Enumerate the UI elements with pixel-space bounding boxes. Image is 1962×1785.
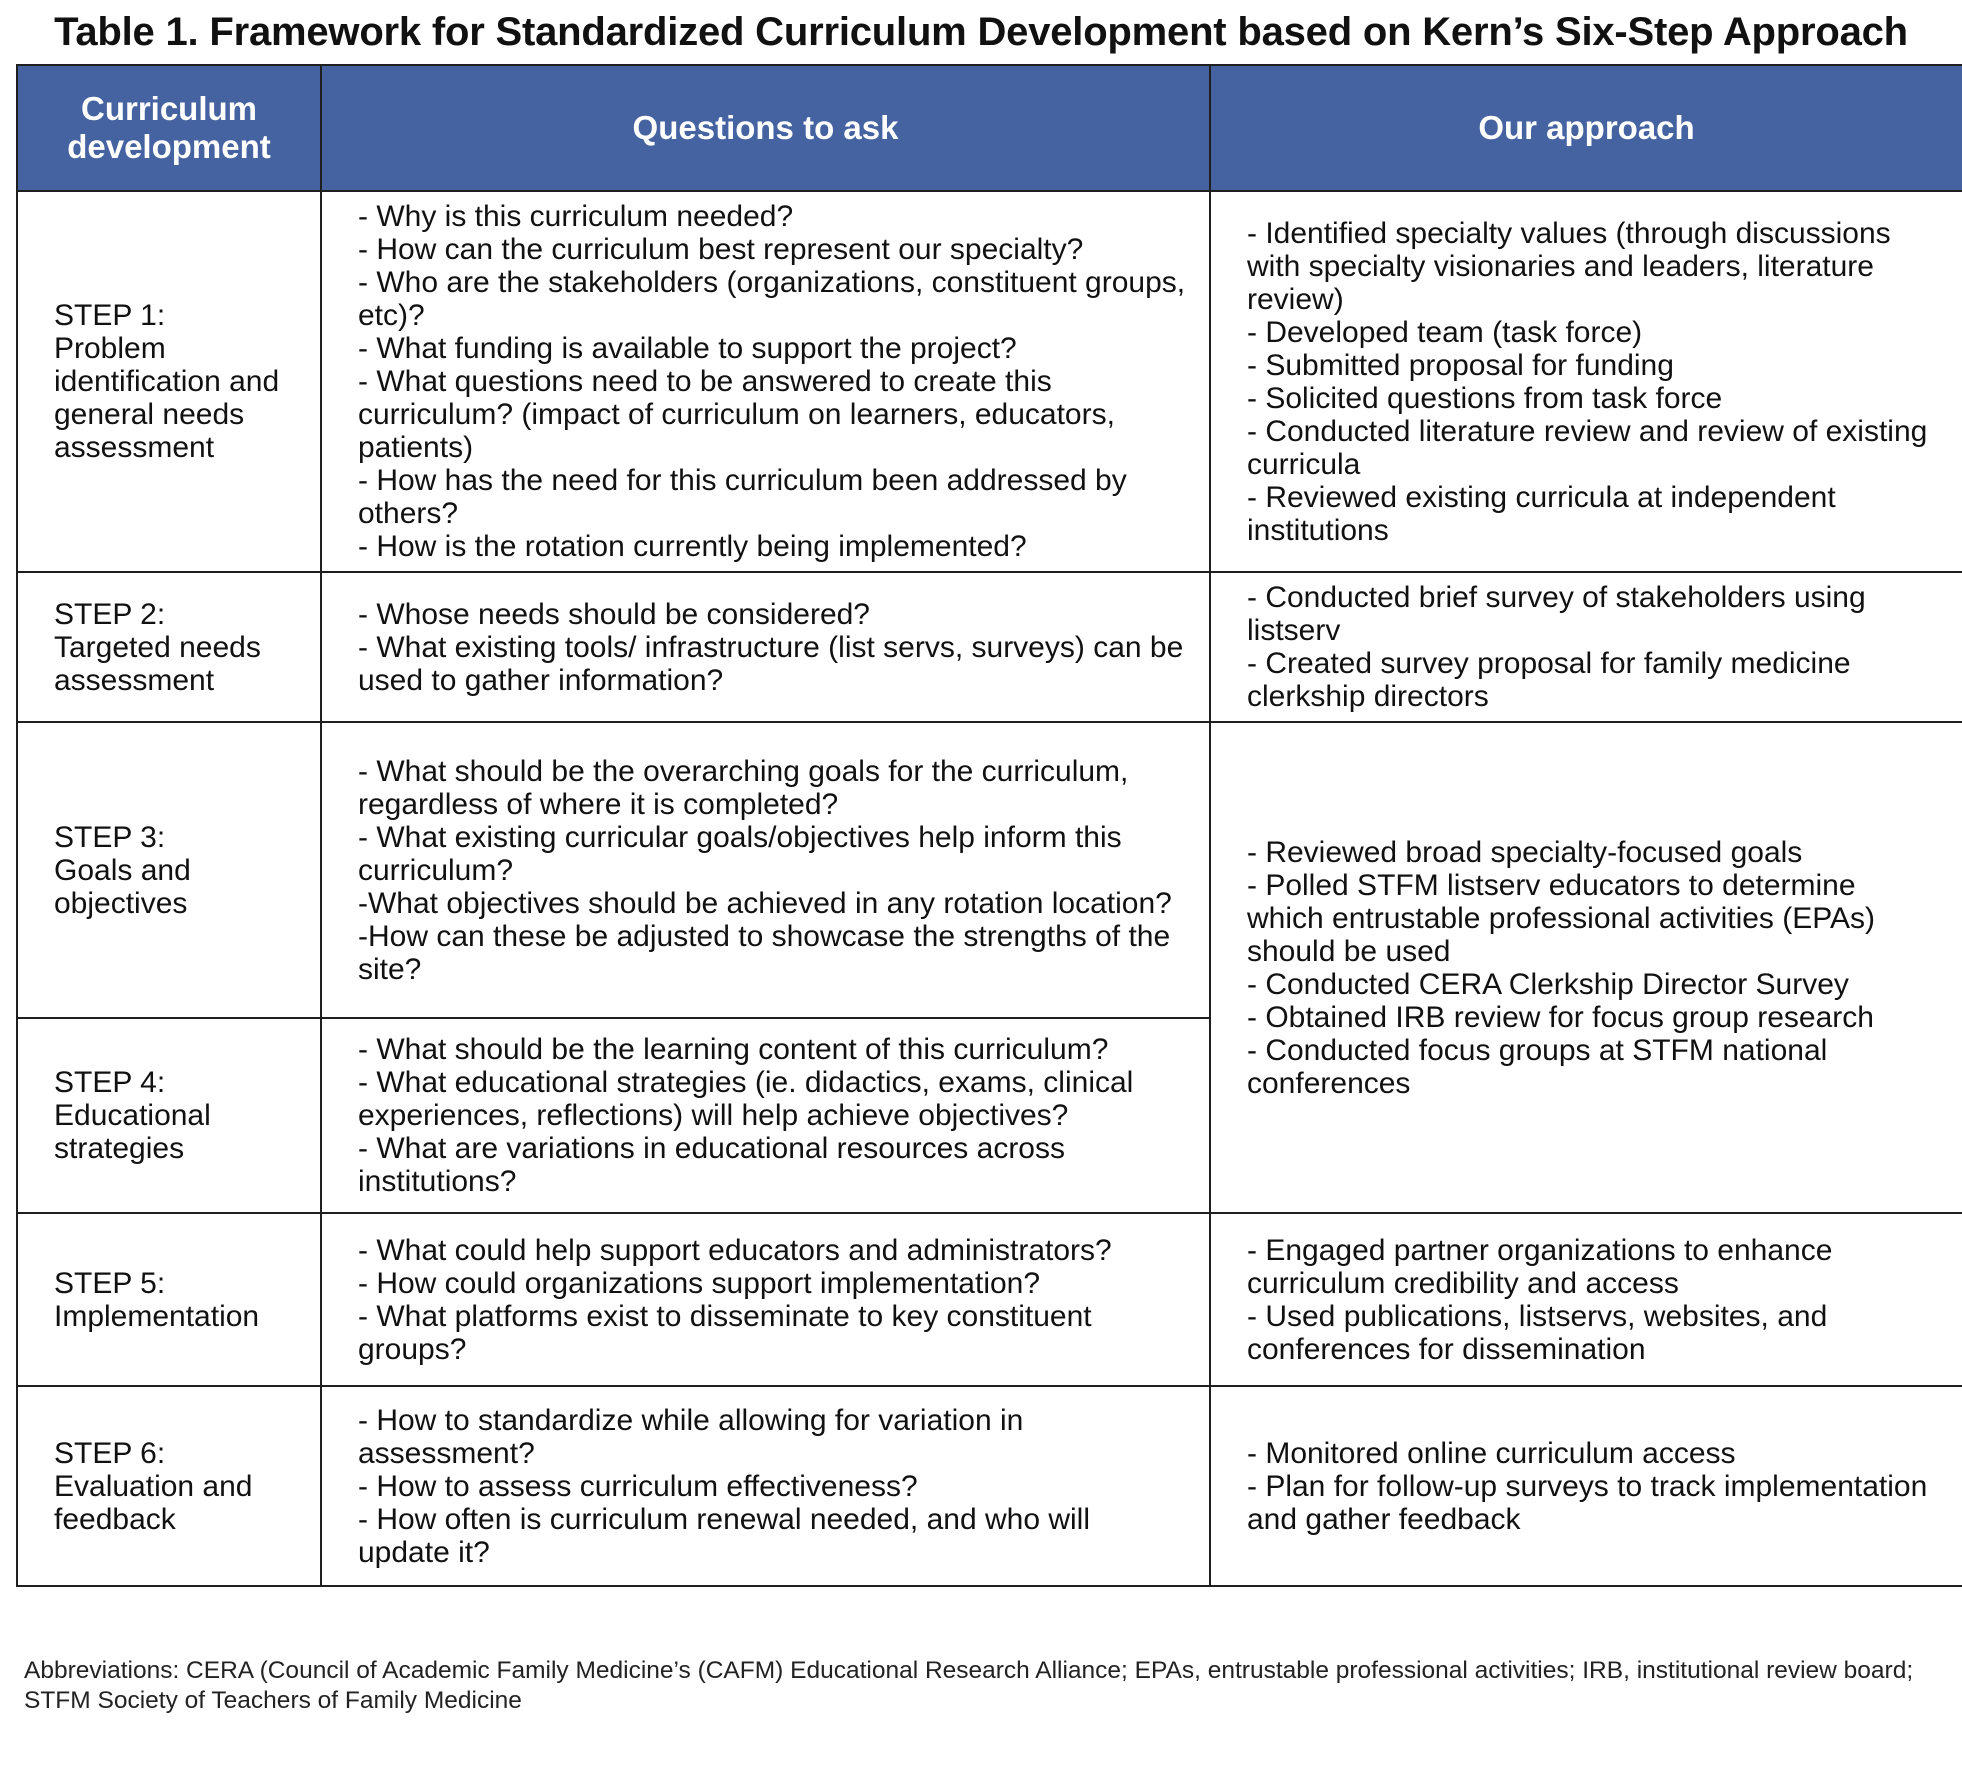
step-number: STEP 4:: [54, 1066, 166, 1099]
step-name: Evaluation and feedback: [54, 1469, 253, 1536]
table-row-step-1: [17, 191, 1962, 572]
questions-cell: [321, 1018, 1210, 1213]
step-name: Goals and objectives: [54, 853, 191, 920]
table-row-step-2: [17, 572, 1962, 722]
table-header-row: [17, 65, 1962, 191]
question-item: - What could help support educators and administrators?: [358, 1233, 1112, 1267]
approach-cell: [1210, 1386, 1962, 1586]
questions-cell: [321, 572, 1210, 722]
question-item: - What existing curricular goals/objectives help inform this curriculum?: [358, 820, 1122, 887]
approach-item: - Conducted focus groups at STFM national conferences: [1247, 1033, 1828, 1100]
approach-item: - Conducted CERA Clerkship Director Survey: [1247, 967, 1849, 1001]
approach-item: - Plan for follow-up surveys to track implementation and gather feedback: [1247, 1469, 1928, 1536]
question-item: - How often is curriculum renewal needed, and who will update it?: [358, 1502, 1091, 1569]
question-item: - How could organizations support implementation?: [358, 1266, 1041, 1300]
step-cell: [17, 191, 321, 572]
question-item: - What platforms exist to disseminate to key constituent groups?: [358, 1299, 1092, 1366]
step-cell: [17, 722, 321, 1018]
table-row-step-5: [17, 1213, 1962, 1386]
question-item: - What questions need to be answered to create this curriculum? (impact of curriculum on learners, educators, patients): [358, 365, 1115, 464]
approach-item: - Identified specialty values (through discussions with specialty visionaries and leaders, literature review): [1247, 216, 1891, 316]
approach-item: - Conducted brief survey of stakeholders using listserv: [1247, 581, 1866, 647]
question-item: - Why is this curriculum needed?: [358, 200, 794, 233]
question-item: - How has the need for this curriculum been addressed by others?: [358, 464, 1127, 530]
questions-cell: [321, 191, 1210, 572]
step-cell: [17, 572, 321, 722]
question-item: - What funding is available to support the project?: [358, 332, 1017, 365]
question-item: -What objectives should be achieved in any rotation location?: [358, 886, 1172, 920]
question-item: -How can these be adjusted to showcase the strengths of the site?: [358, 919, 1171, 986]
approach-item: - Reviewed broad specialty-focused goals: [1247, 835, 1803, 869]
header-our-approach: Our approach: [1210, 65, 1962, 191]
step-number: STEP 6:: [54, 1436, 166, 1470]
step-number: STEP 5:: [54, 1266, 166, 1300]
question-item: - Who are the stakeholders (organizations, constituent groups, etc)?: [358, 266, 1186, 332]
questions-cell: [321, 722, 1210, 1018]
table-title: Table 1. Framework for Standardized Curriculum Development based on Kern’s Six-Step Approach: [54, 10, 1908, 54]
question-item: - What are variations in educational resources across institutions?: [358, 1132, 1065, 1198]
step-cell: [17, 1213, 321, 1386]
table-row-step-3: [17, 722, 1962, 1018]
step-number: STEP 1:: [54, 299, 166, 332]
question-item: - Whose needs should be considered?: [358, 597, 870, 631]
approach-cell: [1210, 191, 1962, 572]
question-item: - What should be the overarching goals for the curriculum, regardless of where it is completed?: [358, 754, 1129, 821]
question-item: - How can the curriculum best represent our specialty?: [358, 233, 1084, 266]
approach-item: - Solicited questions from task force: [1247, 381, 1723, 415]
header-questions-to-ask: Questions to ask: [321, 65, 1210, 191]
approach-item: - Monitored online curriculum access: [1247, 1436, 1736, 1470]
approach-item: - Conducted literature review and review of existing curricula: [1247, 414, 1928, 481]
abbreviations-footnote: Abbreviations: CERA (Council of Academic Family Medicine’s (CAFM) Educational Research Alliance; EPAs, entrustable professional activities; IRB, institutional review board; STFM Society of Teachers of Family Medicine: [24, 1657, 1914, 1714]
approach-item: - Reviewed existing curricula at independent institutions: [1247, 480, 1836, 547]
approach-cell: [1210, 572, 1962, 722]
approach-item: - Developed team (task force): [1247, 315, 1643, 349]
step-name: Implementation: [54, 1299, 260, 1333]
step-number: STEP 3:: [54, 820, 166, 854]
question-item: - What should be the learning content of this curriculum?: [358, 1033, 1109, 1066]
step-name: Targeted needs assessment: [54, 630, 261, 697]
question-item: - What existing tools/ infrastructure (list servs, surveys) can be used to gather information?: [358, 630, 1184, 697]
step-cell: [17, 1018, 321, 1213]
approach-cell-shared-steps-3-4: [1210, 722, 1962, 1213]
approach-item: - Polled STFM listserv educators to determine which entrustable professional activities (EPAs) should be used: [1247, 868, 1876, 968]
question-item: - How to assess curriculum effectiveness?: [358, 1469, 918, 1503]
approach-item: - Created survey proposal for family medicine clerkship directors: [1247, 647, 1851, 713]
questions-cell: [321, 1213, 1210, 1386]
question-item: - What educational strategies (ie. didactics, exams, clinical experiences, reflections) will help achieve objectives?: [358, 1066, 1134, 1132]
table-row-step-6: [17, 1386, 1962, 1586]
question-item: - How is the rotation currently being implemented?: [358, 530, 1027, 563]
approach-cell: [1210, 1213, 1962, 1386]
step-name: Problem identification and general needs assessment: [54, 332, 280, 464]
step-number: STEP 2:: [54, 597, 166, 631]
questions-cell: [321, 1386, 1210, 1586]
step-cell: [17, 1386, 321, 1586]
curriculum-framework-table: [16, 64, 1962, 1587]
step-name: Educational strategies: [54, 1099, 211, 1165]
approach-item: - Submitted proposal for funding: [1247, 348, 1674, 382]
approach-item: - Obtained IRB review for focus group research: [1247, 1000, 1874, 1034]
approach-item: - Used publications, listservs, websites, and conferences for dissemination: [1247, 1299, 1828, 1366]
header-curriculum-development: Curriculum development: [17, 65, 321, 191]
approach-item: - Engaged partner organizations to enhance curriculum credibility and access: [1247, 1233, 1833, 1300]
question-item: - How to standardize while allowing for variation in assessment?: [358, 1403, 1024, 1470]
